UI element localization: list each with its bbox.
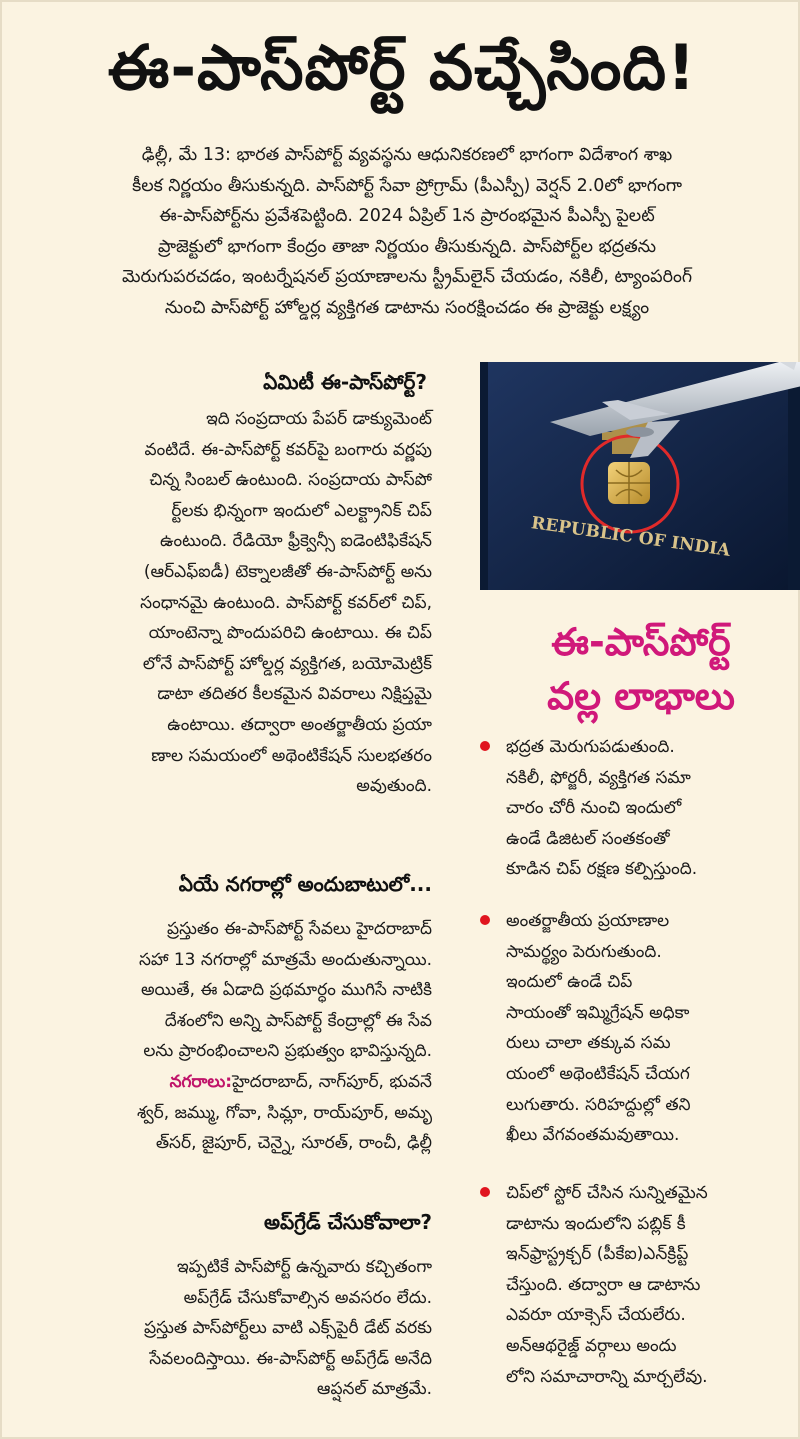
benefit-text bbox=[506, 732, 697, 885]
body-line: ప్రస్తుత పాస్‌పోర్ట్‌లు వాటి ఎక్స్‌పైరీ డేట్ వరకు bbox=[143, 1318, 432, 1339]
bullet-icon bbox=[480, 741, 490, 751]
body-line: ఇది సంప్రదాయ పేపర్ డాక్యుమెంట్ bbox=[206, 409, 432, 429]
body-line: ఉంటాయి. తద్వారా అంతర్జాతీయ ప్రయా bbox=[167, 714, 432, 735]
benefit-line: రులు చాలా తక్కువ సమ bbox=[506, 1033, 671, 1054]
cities-label: నగరాలు: bbox=[169, 1071, 233, 1092]
intro-line: కీలక నిర్ణయం తీసుకున్నది. పాస్‌పోర్ట్ సేవా ప్రోగ్రామ్ (పీఎస్పీ) వెర్షన్ 2.0లో భాగంగా bbox=[132, 175, 682, 196]
benefit-line: ఇన్‌ఫ్రాస్ట్రక్చర్ (పీకేఐ)ఎన్‌క్రిప్ట్ bbox=[506, 1244, 689, 1265]
body-line: అప్‌గ్రేడ్ చేసుకోవాల్సిన అవసరం లేదు. bbox=[183, 1287, 432, 1308]
intro-paragraph bbox=[42, 140, 772, 323]
benefit-line: నకిలీ, ఫోర్జరీ, వ్యక్తిగత సమా bbox=[506, 767, 691, 788]
benefit-line: అంతర్జాతీయ ప్రయాణాల bbox=[506, 911, 670, 931]
section1-heading: ఏమిటీ ఈ-పాస్‌పోర్ట్? bbox=[263, 370, 427, 394]
body-line: చిన్న సింబల్ ఉంటుంది. సంప్రదాయ పాస్‌పో bbox=[149, 470, 432, 491]
benefit-line: డాటాను ఇందులోని పబ్లిక్ కీ bbox=[506, 1213, 686, 1234]
cities-text: హైదరాబాద్, నాగ్‌పూర్, భువనే bbox=[232, 1071, 432, 1092]
body-line: ఇప్పటికే పాస్‌పోర్ట్ ఉన్నవారు కచ్చితంగా bbox=[176, 1257, 432, 1277]
body-line: వంటిదే. ఈ-పాస్‌పోర్ట్ కవర్‌పై బంగారు వర్ణపు bbox=[144, 439, 432, 460]
benefit-line: చిప్‌లో స్టోర్ చేసిన సున్నితమైన bbox=[506, 1183, 708, 1203]
benefit-line: చేస్తుంది. తద్వారా ఆ డాటాను bbox=[506, 1274, 701, 1295]
intro-line: మెరుగుపరచడం, ఇంటర్నేషనల్ ప్రయాణాలను స్ట్రీమ్‌లైన్ చేయడం, నకిలీ, ట్యాంపరింగ్ bbox=[121, 267, 693, 287]
benefit-line: లోని సమాచారాన్ని మార్చలేవు. bbox=[506, 1366, 708, 1387]
intro-line: ఈ-పాస్‌పోర్ట్‌ను ప్రవేశపెట్టింది. 2024 ఏప్రిల్ 1న ప్రారంభమైన పీఎస్పీ పైలట్ bbox=[159, 206, 655, 226]
benefit-line: చారం చోరీ నుంచి ఇందులో bbox=[506, 798, 682, 819]
body-line: లను ప్రారంభించాలని ప్రభుత్వం భావిస్తున్నది. bbox=[143, 1041, 432, 1062]
body-line: దేశంలోని అన్ని పాస్‌పోర్ట్ కేంద్రాల్లో ఈ సేవ bbox=[164, 1010, 432, 1031]
headline: ఈ-పాస్‌పోర్ట్ వచ్చేసింది! bbox=[107, 31, 697, 104]
body-line: ఉంటుంది. రేడియో ఫ్రీక్వెన్సీ ఐడెంటిఫికేషన్ bbox=[159, 531, 432, 552]
section3-body bbox=[42, 1252, 432, 1405]
body-line: సంధానమై ఉంటుంది. పాస్‌పోర్ట్ కవర్‌లో చిప్, bbox=[140, 592, 432, 613]
cities-line bbox=[42, 1067, 432, 1098]
benefit-line: ఇందులో ఉండే చిప్ bbox=[506, 972, 633, 993]
intro-line: ప్రాజెక్టులో భాగంగా కేంద్రం తాజా నిర్ణయం తీసుకున్నది. పాస్‌పోర్ట్‌ల భద్రతను bbox=[157, 236, 657, 257]
body-line: ప్రస్తుతం ఈ-పాస్‌పోర్ట్ సేవలు హైదరాబాద్ bbox=[167, 919, 432, 939]
benefit-line: భద్రత మెరుగుపడుతుంది. bbox=[506, 737, 675, 757]
section2-heading: ఏయే నగరాల్లో అందుబాటులో... bbox=[178, 872, 432, 896]
section3-heading: అప్‌గ్రేడ్ చేసుకోవాలా? bbox=[264, 1210, 432, 1234]
body-line: యాంటెన్నా పొందుపరిచి ఉంటాయి. ఈ చిప్ bbox=[148, 623, 432, 644]
benefit-text bbox=[506, 906, 691, 1151]
benefit-line: సాయంతో ఇమ్మిగ్రేషన్ అధికా bbox=[506, 1002, 690, 1023]
intro-line: నుంచి పాస్‌పోర్ట్ హోల్డర్ల వ్యక్తిగత డాటాను సంరక్షించడం ఈ ప్రాజెక్టు లక్ష్యం bbox=[164, 297, 650, 318]
benefit-line: లుగుతారు. సరిహద్దుల్లో తని bbox=[506, 1094, 691, 1115]
body-line: సేవలందిస్తాయి. ఈ-పాస్‌పోర్ట్ అప్‌గ్రేడ్ అనేది bbox=[149, 1348, 432, 1369]
benefits-title-line1: ఈ-పాస్‌పోర్ట్ bbox=[551, 620, 731, 664]
body-line: ఆప్షనల్ మాత్రమే. bbox=[316, 1379, 432, 1400]
bullet-icon bbox=[480, 915, 490, 925]
benefit-line: ఎవరూ యాక్సెస్ చేయలేరు. bbox=[506, 1305, 686, 1326]
body-line: (ఆర్ఎఫ్ఐడీ) టెక్నాలజీతో ఈ-పాస్‌పోర్ట్ అను bbox=[143, 561, 432, 582]
passport-photo bbox=[480, 362, 800, 590]
benefit-line: ఉండే డిజిటల్ సంతకంతో bbox=[506, 828, 670, 849]
section2-body bbox=[42, 914, 432, 1159]
intro-line: ఢిల్లీ, మే 13: భారత పాస్‌పోర్ట్ వ్యవస్థను ఆధునికరణలో భాగంగా విదేశాంగ శాఖ bbox=[141, 145, 673, 165]
benefits-title-line2: వల్ల లాభాలు bbox=[547, 674, 735, 718]
benefit-line: అన్‌ఆథరైజ్డ్ వర్గాలు అందు bbox=[506, 1335, 677, 1356]
passport-country-text: REPUBLIC OF INDIA bbox=[529, 513, 732, 561]
benefit-line: కూడిన చిప్ రక్షణ కల్పిస్తుంది. bbox=[506, 859, 698, 880]
benefit-line: సామర్థ్యం పెరుగుతుంది. bbox=[506, 941, 662, 962]
body-line: ర్ట్‌లకు భిన్నంగా ఇందులో ఎలక్ట్రానిక్ చిప్ bbox=[171, 500, 432, 521]
bullet-icon bbox=[480, 1187, 490, 1197]
benefit-line: యంలో అథెంటికేషన్ చేయగ bbox=[506, 1063, 690, 1084]
body-line: డాటా తదితర కీలకమైన వివరాలు నిక్షిప్తమై bbox=[157, 684, 432, 705]
body-line: అయితే, ఈ ఏడాది ప్రథమార్ధం ముగిసే నాటికి bbox=[140, 980, 432, 1001]
cities-line: త్‌సర్, జైపూర్, చెన్నై, సూరత్, రాంచీ, ఢిల్లీ bbox=[155, 1133, 432, 1154]
body-line: సహా 13 నగరాల్లో మాత్రమే అందుతున్నాయి. bbox=[138, 949, 432, 970]
body-line: ణాల సమయంలో అథెంటికేషన్ సులభతరం bbox=[151, 745, 432, 766]
body-line: లోనే పాస్‌పోర్ట్ హోల్డర్ల వ్యక్తిగత, బయోమెట్రిక్ bbox=[142, 653, 432, 674]
section1-body bbox=[42, 404, 432, 802]
benefit-line: ఖీలు వేగవంతమవుతాయి. bbox=[506, 1125, 680, 1146]
body-line: అవుతుంది. bbox=[356, 776, 432, 797]
benefit-text bbox=[506, 1178, 708, 1392]
passport-illustration bbox=[480, 362, 800, 590]
cities-line: శ్వర్, జమ్ము, గోవా, సిమ్లా, రాయ్‌పూర్, అమృ bbox=[136, 1102, 432, 1123]
